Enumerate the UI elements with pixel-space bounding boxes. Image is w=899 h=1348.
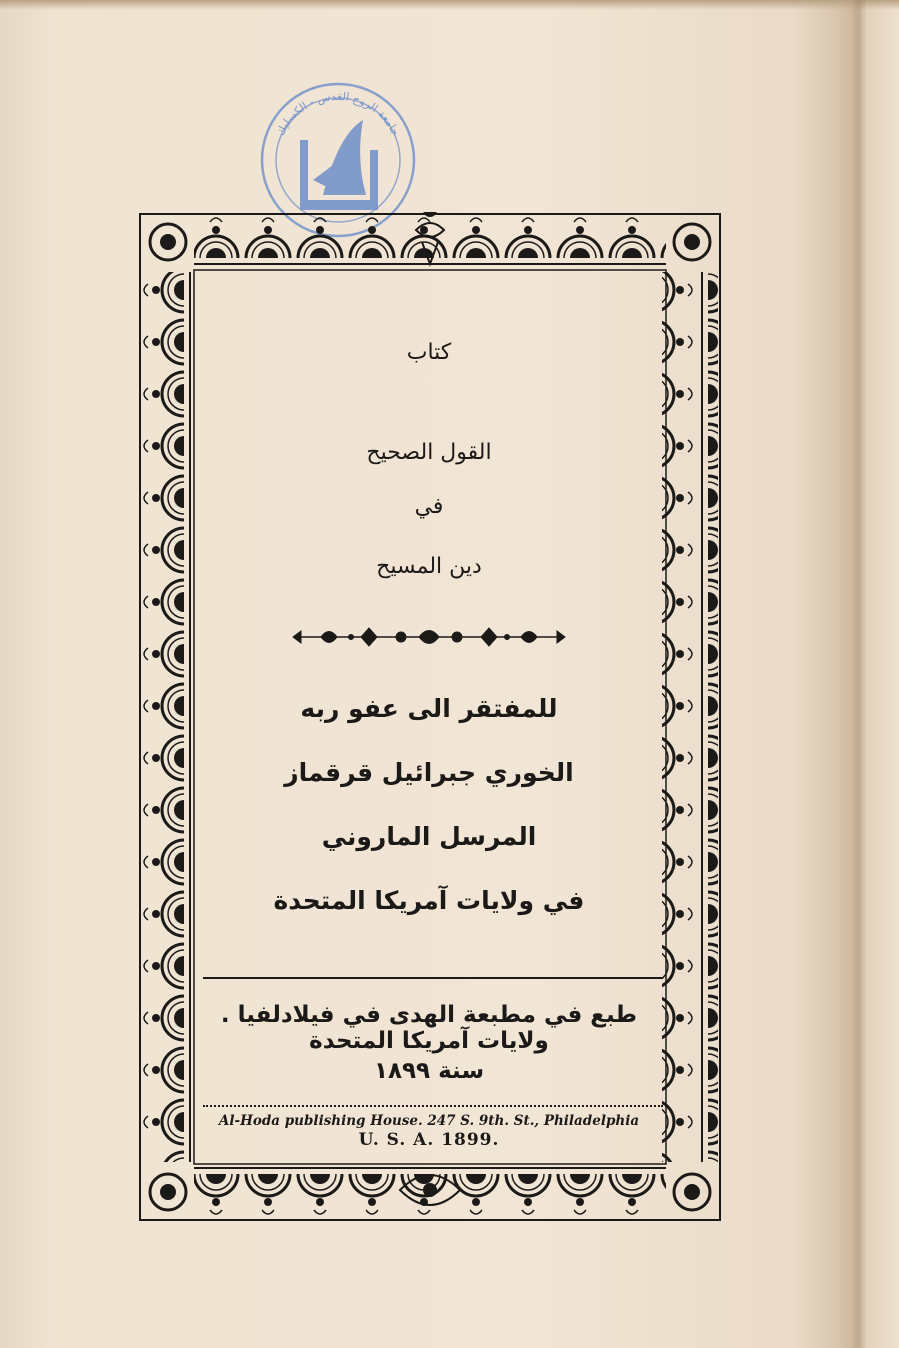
page-top-edge — [0, 0, 899, 10]
stamp-text: جامعة الروح القدس - الكسليك — [273, 89, 403, 138]
imprint-arabic: طبع في مطبعة الهدى في فيلادلفيا . ولايات آمريكا المتحدة — [220, 1002, 638, 1054]
book-label: كتاب — [406, 340, 452, 365]
page-spine-shadow — [852, 0, 866, 1348]
author-line-3: المرسل الماروني — [321, 822, 537, 851]
author-line-4: في ولايات آمريكا المتحدة — [273, 886, 585, 915]
svg-text:جامعة الروح القدس - الكسليك — [274, 90, 403, 138]
title-line-1: القول الصحيح — [366, 440, 492, 465]
country-year-english: U. S. A. 1899. — [358, 1130, 500, 1150]
imprint-rule — [203, 977, 663, 979]
imprint-dotted-rule — [203, 1105, 663, 1107]
author-line-2: الخوري جبرائيل قرقماز — [284, 758, 574, 787]
divider-ornament-icon — [291, 622, 567, 652]
title-page-content — [193, 272, 665, 1164]
publisher-english: Al-Hoda publishing House. 247 S. 9th. St., Philadelphia — [218, 1113, 640, 1129]
imprint-year-arabic: سنة ١٨٩٩ — [373, 1058, 485, 1084]
title-line-2: في — [414, 494, 444, 519]
title-line-3: دين المسيح — [376, 554, 482, 579]
author-line-1: للمفتقر الى عفو ربه — [300, 694, 558, 723]
